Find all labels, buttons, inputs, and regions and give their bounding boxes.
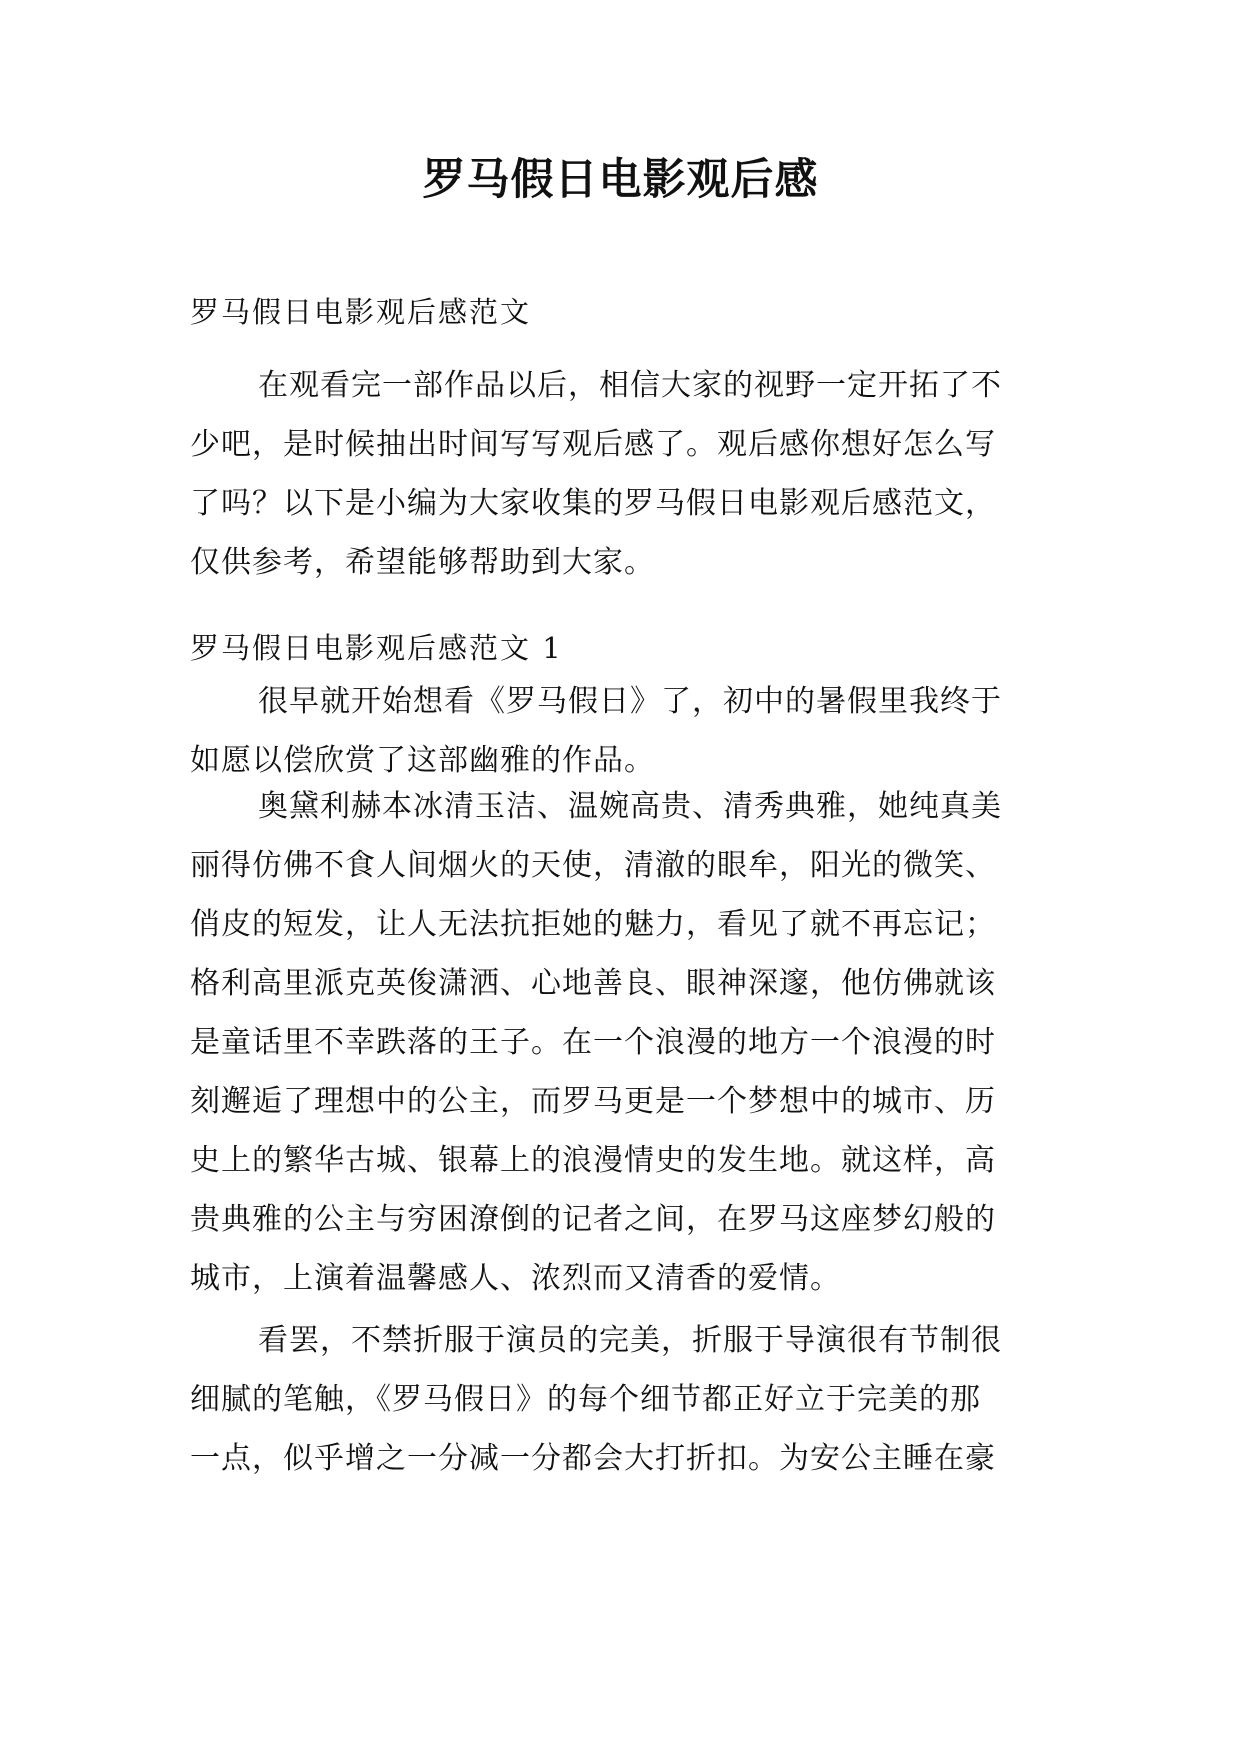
paragraph-line: 俏皮的短发，让人无法抗拒她的魅力，看见了就不再忘记；: [190, 907, 996, 942]
intro-line: 少吧，是时候抽出时间写写观后感了。观后感你想好怎么写: [190, 427, 996, 462]
paragraph-line: 细腻的笔触，《罗马假日》的每个细节都正好立于完美的那: [190, 1382, 981, 1417]
paragraph-line: 格利高里派克英俊潇洒、心地善良、眼神深邃，他仿佛就该: [190, 966, 996, 1001]
paragraph-1: [190, 672, 1065, 790]
intro-line: 仅供参考，希望能够帮助到大家。: [190, 545, 655, 580]
document-subtitle: 罗马假日电影观后感范文: [190, 295, 532, 329]
paragraph-line: 奥黛利赫本冰清玉洁、温婉高贵、清秀典雅，她纯真美: [258, 789, 1002, 824]
paragraph-line: 城市，上演着温馨感人、浓烈而又清香的爱情。: [190, 1261, 841, 1296]
intro-line: 了吗？以下是小编为大家收集的罗马假日电影观后感范文，: [190, 486, 996, 521]
paragraph-line: 丽得仿佛不食人间烟火的天使，清澈的眼牟，阳光的微笑、: [190, 848, 996, 883]
paragraph-3: [190, 1311, 1065, 1488]
paragraph-line: 史上的繁华古城、银幕上的浪漫情史的发生地。就这样，高: [190, 1143, 996, 1178]
paragraph-line: 很早就开始想看《罗马假日》了，初中的暑假里我终于: [258, 684, 1002, 719]
paragraph-line: 如愿以偿欣赏了这部幽雅的作品。: [190, 743, 655, 778]
intro-paragraph: [190, 356, 1065, 592]
intro-line: 在观看完一部作品以后，相信大家的视野一定开拓了不: [258, 368, 1002, 403]
paragraph-line: 刻邂逅了理想中的公主，而罗马更是一个梦想中的城市、历: [190, 1084, 996, 1119]
paragraph-line: 贵典雅的公主与穷困潦倒的记者之间，在罗马这座梦幻般的: [190, 1202, 996, 1237]
paragraph-2: [190, 777, 1065, 1308]
paragraph-line: 是童话里不幸跌落的王子。在一个浪漫的地方一个浪漫的时: [190, 1025, 996, 1060]
paragraph-line: 一点，似乎增之一分减一分都会大打折扣。为安公主睡在豪: [190, 1441, 996, 1476]
paragraph-line: 看罢，不禁折服于演员的完美，折服于导演很有节制很: [258, 1323, 1002, 1358]
document-title: 罗马假日电影观后感: [422, 155, 819, 205]
section-heading: 罗马假日电影观后感范文 1: [190, 631, 563, 665]
